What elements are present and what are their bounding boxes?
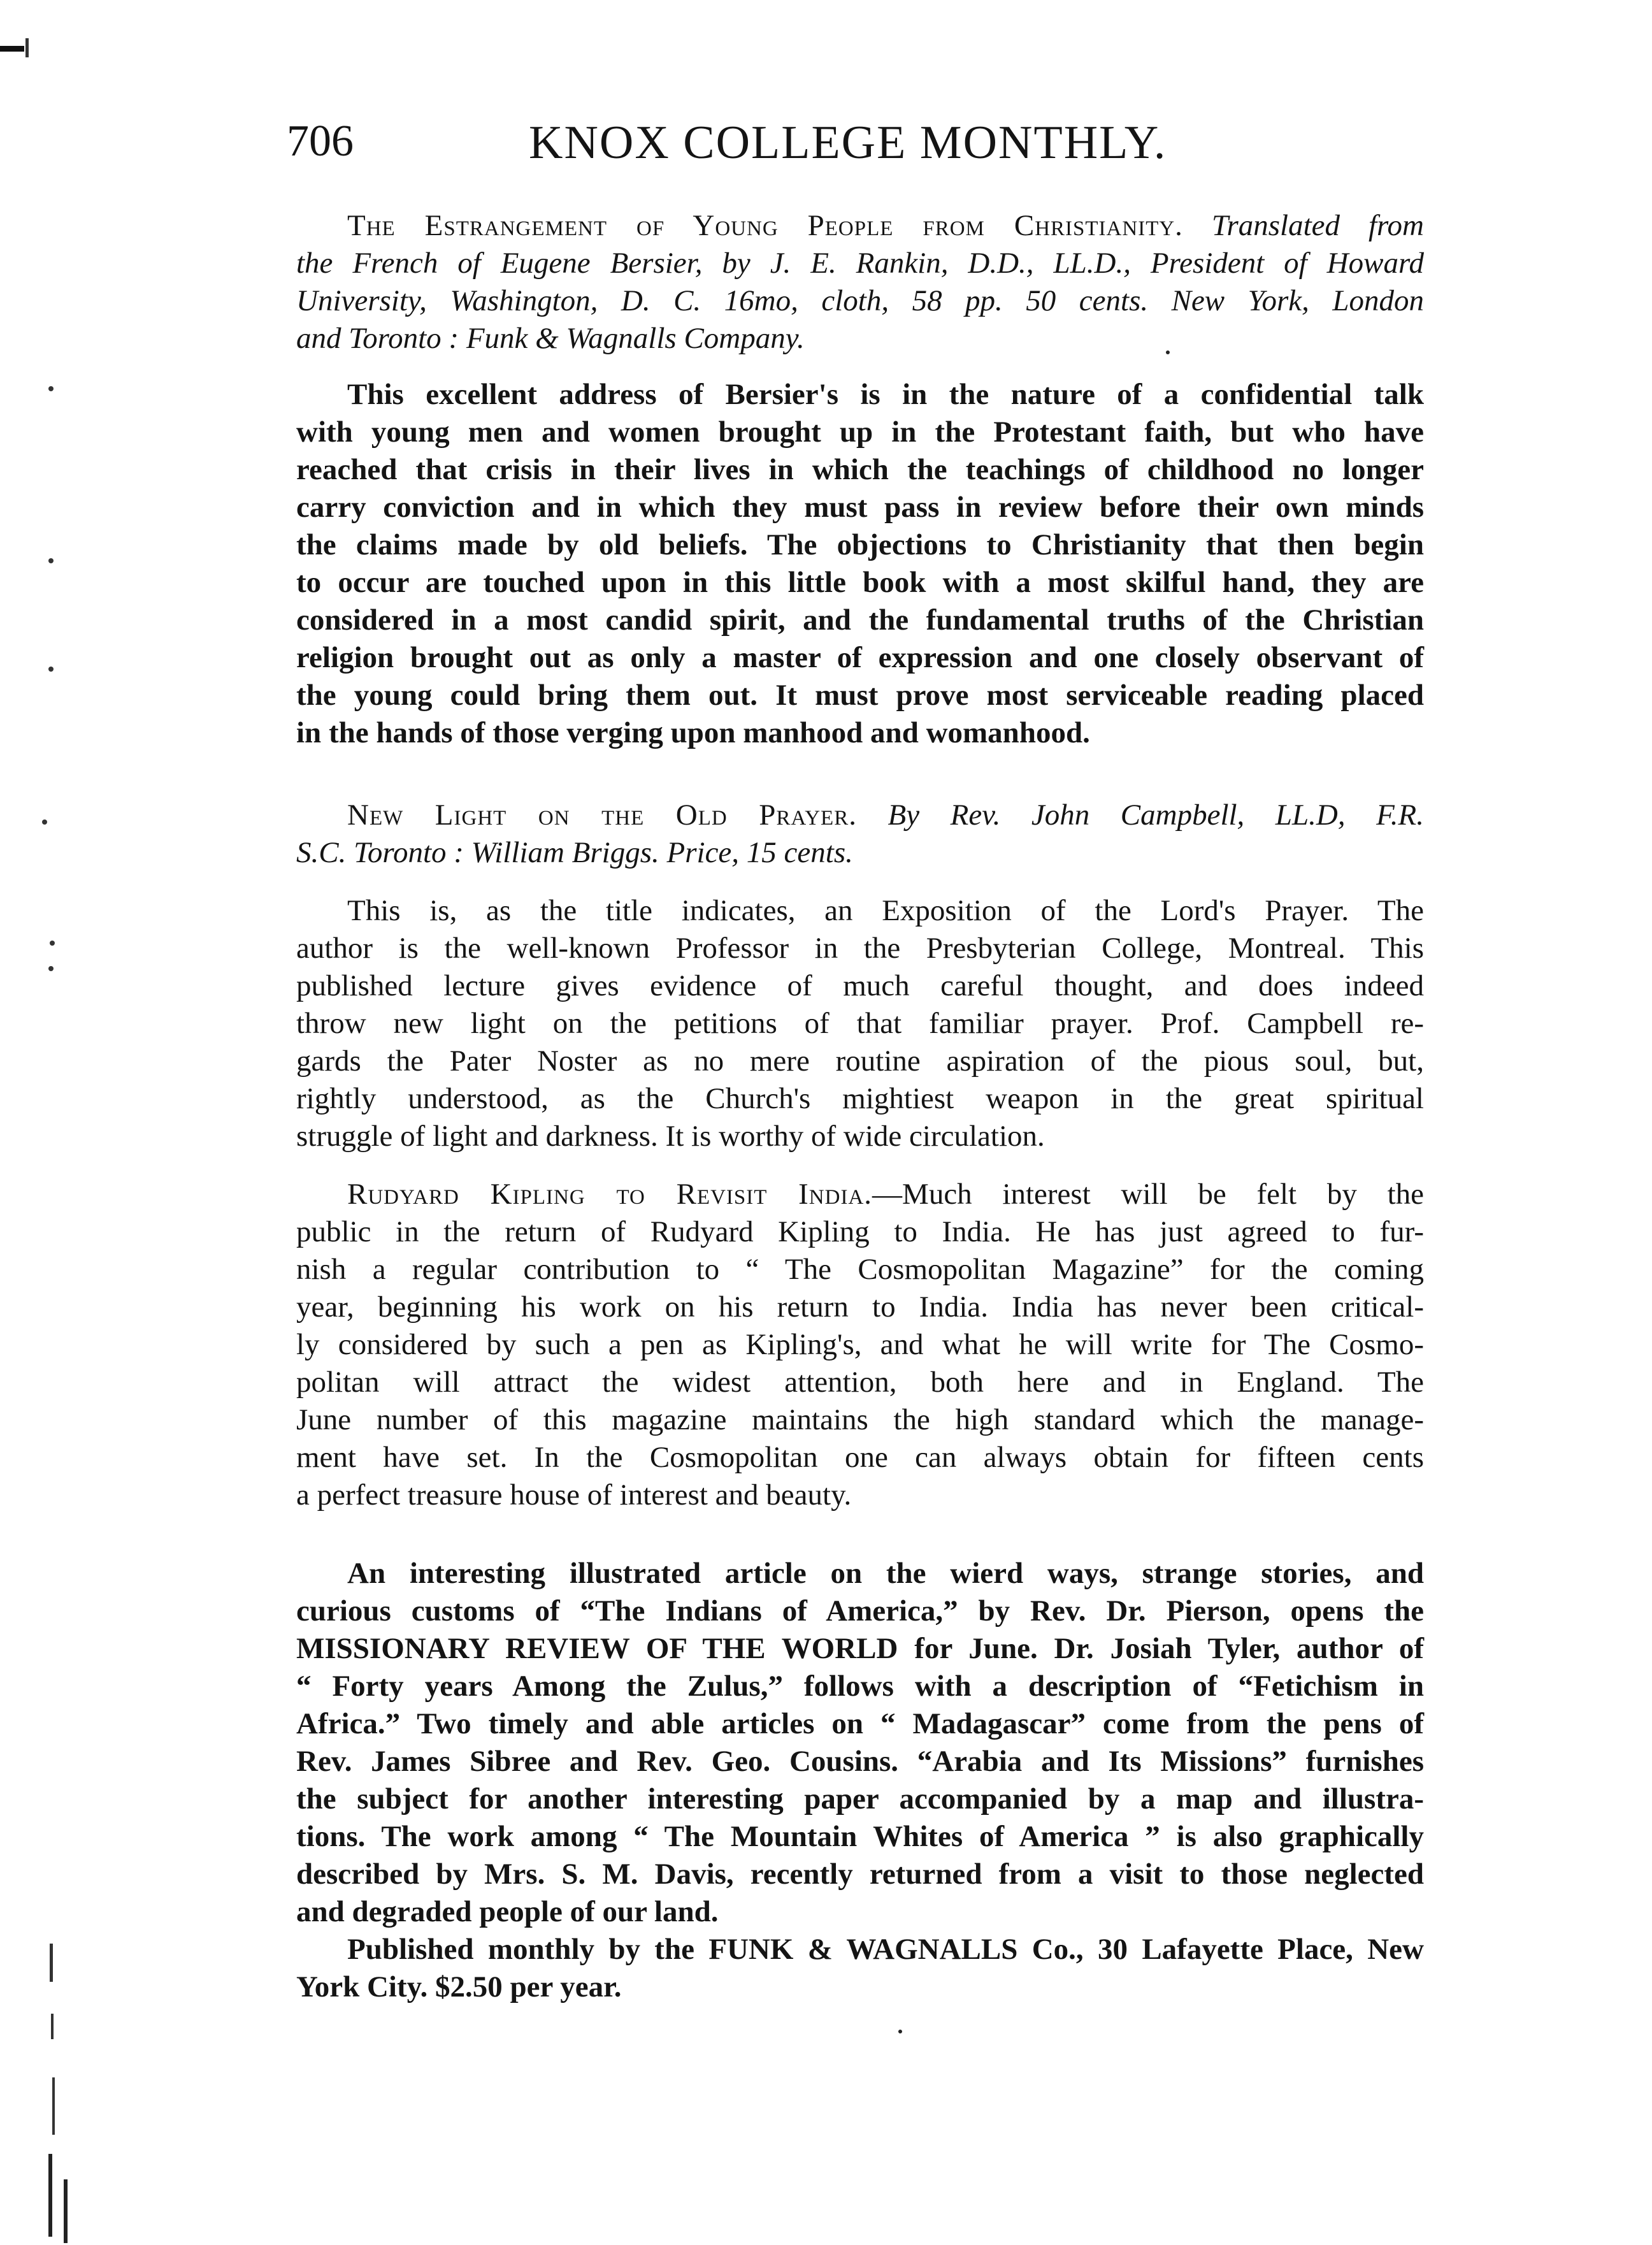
body-line: to occur are touched upon in this little book with a most skilful hand, they are [296,566,1424,599]
body-line: MISSIONARY REVIEW OF THE WORLD for June. Dr. Josiah Tyler, author of [296,1632,1424,1665]
body-line: with young men and women brought up in the Protestant faith, but who have [296,415,1424,449]
body-line: gards the Pater Noster as no mere routine aspiration of the pious soul, but, [296,1044,1424,1078]
body-line: in the hands of those verging upon manhood and womanhood. [296,716,1090,749]
review-kipling [296,1176,1424,1514]
review-estrangement-body [296,376,1424,752]
body-line: religion brought out as only a master of expression and one closely observant of [296,641,1424,674]
body-line: This excellent address of Bersier's is in the nature of a confidential talk [347,378,1424,411]
body-line: tions. The work among “ The Mountain Whites of America ” is also graphically [296,1820,1424,1853]
body-line: —Much interest will be felt by the [872,1178,1424,1211]
body-line: rightly understood, as the Church's mightiest weapon in the great spiritual [296,1082,1424,1115]
page-number: 706 [287,117,354,166]
body-line: ment have set. In the Cosmopolitan one can always obtain for fifteen cents [296,1441,1424,1474]
body-line: the young could bring them out. It must prove most serviceable reading placed [296,679,1424,712]
body-line: described by Mrs. S. M. Davis, recently returned from a visit to those neglected [296,1858,1424,1891]
review-title: Rudyard Kipling to Revisit India. [347,1178,873,1211]
heading-line: and Toronto : Funk & Wagnalls Company. [296,322,805,355]
review-title: The Estrangement of Young People from Christianity. [347,209,1183,242]
body-line: An interesting illustrated article on the wierd ways, strange stories, and [347,1557,1424,1590]
ink-speck [898,2030,902,2033]
heading-line: the French of Eugene Bersier, by J. E. Rankin, D.D., LL.D., President of Howard [296,247,1424,280]
heading-line: University, Washington, D. C. 16mo, cloth, 58 pp. 50 cents. New York, London [296,284,1424,317]
heading-line: Translated from [1182,209,1425,242]
heading-line: By Rev. John Campbell, LL.D, F.R. [856,798,1424,832]
body-line: year, beginning his work on his return to India. India has never been critical- [296,1290,1424,1324]
body-line: author is the well-known Professor in the Presbyterian College, Montreal. This [296,932,1424,965]
body-line: public in the return of Rudyard Kipling to India. He has just agreed to fur- [296,1215,1424,1248]
body-line: and degraded people of our land. [296,1895,719,1928]
body-line: This is, as the title indicates, an Exposition of the Lord's Prayer. The [347,894,1424,927]
running-head [287,116,1414,186]
review-estrangement-heading [296,207,1424,357]
review-new-light-body [296,892,1424,1155]
body-line: ly considered by such a pen as Kipling's, and what he will write for The Cosmo- [296,1328,1424,1361]
body-line: nish a regular contribution to “ The Cosmopolitan Magazine” for the coming [296,1253,1424,1286]
review-title: New Light on the Old Prayer. [347,798,857,832]
body-line: throw new light on the petitions of that familiar prayer. Prof. Campbell re- [296,1007,1424,1040]
heading-line: S.C. Toronto : William Briggs. Price, 15 cents. [296,836,853,869]
review-new-light-heading [296,797,1424,872]
review-missionary-review [296,1555,1424,2006]
body-line: politan will attract the widest attention, both here and in England. The [296,1366,1424,1399]
body-line: Rev. James Sibree and Rev. Geo. Cousins. “Arabia and Its Missions” furnishes [296,1745,1424,1778]
body-line: June number of this magazine maintains the high standard which the manage- [296,1403,1424,1436]
body-line: reached that crisis in their lives in which the teachings of childhood no longer [296,453,1424,486]
body-line: carry conviction and in which they must pass in review before their own minds [296,491,1424,524]
body-line: struggle of light and darkness. It is worthy of wide circulation. [296,1120,1045,1153]
body-line: the claims made by old beliefs. The objections to Christianity that then begin [296,528,1424,561]
publisher-line: Published monthly by the FUNK & WAGNALLS Co., 30 Lafayette Place, New [347,1933,1424,1966]
body-line: published lecture gives evidence of much careful thought, and does indeed [296,969,1424,1002]
body-line: a perfect treasure house of interest and beauty. [296,1478,852,1512]
body-line: the subject for another interesting paper accompanied by a map and illustra- [296,1782,1424,1815]
ink-speck [1166,350,1170,354]
body-line: Africa.” Two timely and able articles on “ Madagascar” come from the pens of [296,1707,1424,1740]
binding-edge-marks [0,0,76,2245]
body-line: “ Forty years Among the Zulus,” follows with a description of “Fetichism in [296,1670,1424,1703]
publisher-line: York City. $2.50 per year. [296,1970,622,2003]
body-line: curious customs of “The Indians of America,” by Rev. Dr. Pierson, opens the [296,1594,1424,1628]
journal-title: KNOX COLLEGE MONTHLY. [529,117,1167,169]
body-line: considered in a most candid spirit, and the fundamental truths of the Christian [296,603,1424,637]
